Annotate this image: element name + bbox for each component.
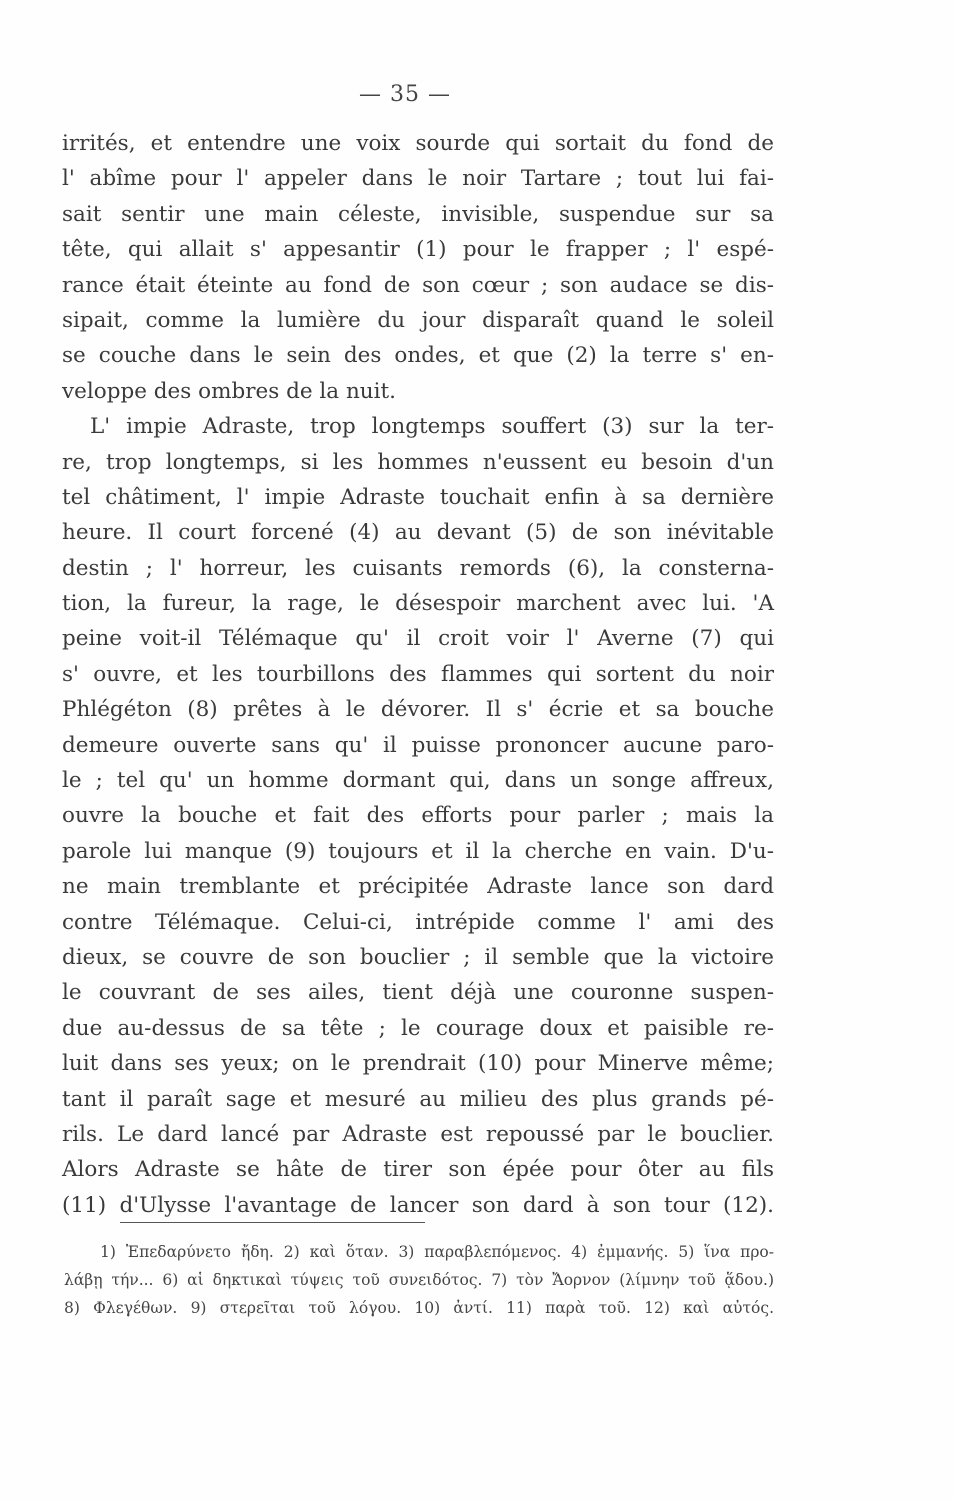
text-line: sipait, comme la lumière du jour disparaît quand le soleil <box>62 307 774 333</box>
text-line: destin ; l' horreur, les cuisants remords (6), la consterna- <box>62 555 774 581</box>
text-line: heure. Il court forcené (4) au devant (5) de son inévitable <box>62 520 774 546</box>
text-line: ne main tremblante et précipitée Adraste lance son dard <box>62 874 774 900</box>
text-line: demeure ouverte sans qu' il puisse prononcer aucune paro- <box>62 732 774 758</box>
footnote-line: 8) Φλεγέθων. 9) στερεῖται τοῦ λόγου. 10) ἀντί. 11) παρὰ τοῦ. 12) καὶ αὐτός. <box>64 1299 774 1317</box>
text-line: l' abîme pour l' appeler dans le noir Tartare ; tout lui fai- <box>62 166 774 192</box>
text-line: s' ouvre, et les tourbillons des flammes qui sortent du noir <box>62 661 774 687</box>
footnotes <box>64 1238 774 1322</box>
text-line: L' impie Adraste, trop longtemps souffert (3) sur la ter- <box>90 414 774 440</box>
page-number: — 35 — <box>359 82 451 107</box>
footnote-divider <box>120 1222 425 1223</box>
body-text <box>62 126 774 1223</box>
text-line: le couvrant de ses ailes, tient déjà une couronne suspen- <box>62 980 774 1006</box>
text-line: dieux, se couvre de son bouclier ; il semble que la victoire <box>62 944 774 970</box>
text-line: sait sentir une main céleste, invisible, suspendue sur sa <box>62 201 774 227</box>
text-line: le ; tel qu' un homme dormant qui, dans un songe affreux, <box>62 768 774 794</box>
text-line: tion, la fureur, la rage, le désespoir marchent avec lui. 'A <box>62 591 774 617</box>
text-line: tête, qui allait s' appesantir (1) pour le frapper ; l' espé- <box>62 237 774 263</box>
text-line: due au-dessus de sa tête ; le courage doux et paisible re- <box>62 1015 774 1041</box>
text-line: irrités, et entendre une voix sourde qui sortait du fond de <box>62 131 774 156</box>
text-line: rance était éteinte au fond de son cœur ; son audace se dis- <box>62 272 774 298</box>
text-line: ouvre la bouche et fait des efforts pour parler ; mais la <box>62 803 774 829</box>
text-line: luit dans ses yeux; on le prendrait (10) pour Minerve même; <box>62 1051 774 1077</box>
text-line: veloppe des ombres de la nuit. <box>62 378 396 404</box>
text-line: parole lui manque (9) toujours et il la cherche en vain. D'u- <box>62 838 774 864</box>
footnote-line: 1) Ἐπεδαρύνετο ἤδη. 2) καὶ ὅταν. 3) παραβλεπόμενος. 4) ἐμμανής. 5) ἵνα προ- <box>100 1243 774 1261</box>
text-line: Alors Adraste se hâte de tirer son épée pour ôter au fils <box>62 1157 774 1183</box>
text-line: contre Télémaque. Celui-ci, intrépide comme l' ami des <box>62 909 774 935</box>
text-line: tant il paraît sage et mesuré au milieu des plus grands pé- <box>62 1086 774 1112</box>
text-line: rils. Le dard lancé par Adraste est repoussé par le bouclier. <box>62 1121 774 1147</box>
text-line: re, trop longtemps, si les hommes n'eussent eu besoin d'un <box>62 449 774 475</box>
text-line: tel châtiment, l' impie Adraste touchait enfin à sa dernière <box>62 484 774 510</box>
text-line: Phlégéton (8) prêtes à le dévorer. Il s' écrie et sa bouche <box>62 697 774 723</box>
text-line: se couche dans le sein des ondes, et que (2) la terre s' en- <box>62 343 774 369</box>
text-line: peine voit-il Télémaque qu' il croit voir l' Averne (7) qui <box>62 626 774 652</box>
text-line: (11) d'Ulysse l'avantage de lancer son dard à son tour (12). <box>62 1192 774 1218</box>
footnote-line: λάβῃ τήν... 6) αἱ δηκτικαὶ τύψεις τοῦ συνειδότος. 7) τὸν Ἄορνον (λίμνην τοῦ ᾅδου.) <box>64 1271 774 1289</box>
